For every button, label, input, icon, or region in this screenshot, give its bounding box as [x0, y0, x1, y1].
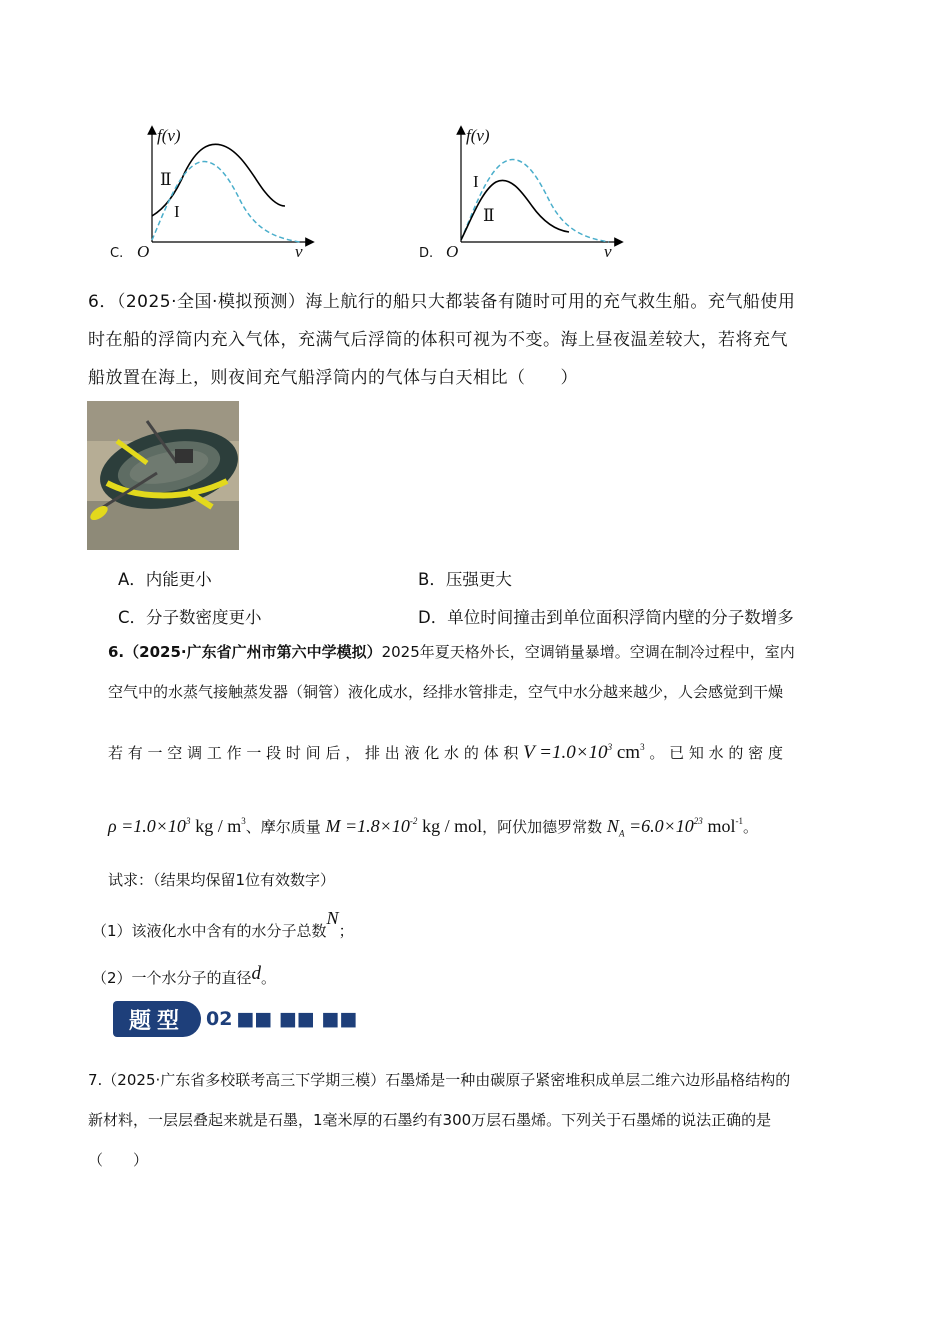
- q6b-volume-exp: 3: [607, 742, 613, 752]
- banner-badge-text: 题型: [128, 1008, 185, 1034]
- q6a-text: [88, 283, 868, 397]
- q6b-rho: [108, 816, 190, 836]
- section-banner: [113, 999, 357, 1039]
- q6b-sep1: 、摩尔质量: [245, 818, 321, 836]
- graph-d-curve-1: [461, 160, 609, 242]
- graph-d-origin: O: [446, 242, 459, 261]
- q7-line2: 新材料，一层层叠起来就是石墨，1毫米厚的石墨约有300万层石墨烯。下列关于石墨烯的说法正确的是: [88, 1111, 772, 1129]
- q6b-na: [606, 816, 703, 839]
- graph-c: [105, 120, 315, 265]
- q6a-line1: 6．（2025·全国·模拟预测）海上航行的船只大都装备有随时可用的充气救生船。充气船使用: [88, 292, 796, 312]
- q6a-option-b: B．压强更大: [418, 570, 512, 589]
- q6b-sep2: ，阿伏加德罗常数: [482, 818, 603, 836]
- q6b-na-sym: N: [606, 816, 619, 836]
- graph-c-xlabel: v: [295, 242, 303, 261]
- q6b-rho-unit-exp: 3: [241, 816, 246, 826]
- q6a-line2: 时在船的浮筒内充入气体，充满气后浮筒的体积可视为不变。海上昼夜温差较大，若将充气: [88, 330, 788, 350]
- graph-c-curve-label-1: I: [174, 202, 180, 221]
- q6b-volume-val: V =1.0×10: [523, 742, 608, 763]
- q6b-sub1: [92, 908, 354, 949]
- q6b-rho-unit-text: kg / m: [195, 816, 242, 836]
- q6b-mass: [326, 816, 418, 836]
- q6b-end: 。: [743, 818, 759, 836]
- graph-c-curve-2: [152, 144, 285, 216]
- graph-c-origin: O: [137, 242, 150, 261]
- q6b-line3-tail: 。 已 知 水 的 密 度: [649, 744, 783, 762]
- q7-text: [88, 1060, 878, 1180]
- q6b-line3: [108, 729, 878, 771]
- q6b-head: 6.（2025·广东省广州市第六中学模拟）: [108, 643, 382, 661]
- q6b-sub1-text: （1）该液化水中含有的水分子总数: [92, 922, 327, 940]
- q6b-line4: [108, 803, 898, 852]
- graph-c-curve-label-2: Ⅱ: [160, 170, 172, 189]
- graph-d-curve-label-1: I: [473, 172, 479, 191]
- q6b-sub1-var: N: [326, 908, 339, 928]
- q6a-option-c: C．分子数密度更小: [118, 608, 262, 627]
- graph-d: [414, 120, 624, 265]
- graph-c-option: C.: [110, 246, 124, 261]
- q6b-sub2-var: d: [251, 963, 262, 984]
- graph-d-ylabel: f(v): [466, 126, 490, 145]
- q6b-sub2: [92, 960, 276, 996]
- q6b-volume-unit: [617, 742, 645, 763]
- q6b-ask: 试求：（结果均保留1位有效数字）: [108, 871, 336, 889]
- q6b-rho-exp: 3: [185, 816, 191, 826]
- graph-d-option: D.: [419, 246, 434, 261]
- q6b-sub1-end: ；: [338, 922, 354, 940]
- graph-d-xlabel: v: [604, 242, 612, 261]
- q6b-line1: [108, 634, 878, 670]
- q6b-na-val: =6.0×10: [628, 816, 694, 836]
- q6b-sub2-end: 。: [261, 969, 277, 987]
- q6b-na-sub: A: [618, 828, 625, 839]
- q6a-line3: 船放置在海上，则夜间充气船浮筒内的气体与白天相比（ ）: [88, 368, 578, 388]
- banner-badge: [113, 1001, 201, 1037]
- q6b-mass-exp: -2: [409, 816, 418, 826]
- q6b-volume-unit-exp: 3: [640, 742, 645, 752]
- graph-d-curve-label-2: Ⅱ: [483, 206, 495, 225]
- q7-line3: （ ）: [88, 1151, 149, 1169]
- boat-photo-svg: [87, 401, 239, 550]
- q6b-na-exp: 23: [693, 816, 703, 826]
- q6b-volume: [523, 742, 612, 763]
- q6b-na-unit: [708, 816, 744, 836]
- q6b-line3-text: 若 有 一 空 调 工 作 一 段 时 间 后 ， 排 出 液 化 水 的 体 积: [108, 744, 519, 762]
- banner-num: 02: [206, 1008, 233, 1030]
- q6b-line1-text: 2025年夏天格外长，空调销量暴增。空调在制冷过程中，室内: [381, 643, 795, 661]
- q6a-option-a: A．内能更小: [118, 570, 212, 589]
- q6b-rho-unit: [195, 816, 246, 836]
- q6b-mass-unit: kg / mol: [422, 816, 483, 836]
- q6b-rho-val: ρ =1.0×10: [108, 816, 186, 836]
- q6b-line2: 空气中的水蒸气接触蒸发器（铜管）液化成水，经排水管排走，空气中水分越来越少，人会感觉到干燥: [108, 683, 784, 701]
- boat-photo: [87, 401, 239, 550]
- banner-rest: ■■ ■■ ■■: [236, 1008, 358, 1030]
- q6a-option-d: D．单位时间撞击到单位面积浮筒内壁的分子数增多: [418, 608, 794, 627]
- graph-c-ylabel: f(v): [157, 126, 181, 145]
- q6b-sub2-text: （2）一个水分子的直径: [92, 969, 252, 987]
- q6b-na-unit-text: mol: [707, 816, 736, 836]
- q6b-mass-val: M =1.8×10: [325, 816, 410, 836]
- q6b-na-unit-exp: -1: [735, 816, 744, 826]
- q7-line1: 7.（2025·广东省多校联考高三下学期三模）石墨烯是一种由碳原子紧密堆积成单层二维六边形晶格结构的: [88, 1071, 791, 1089]
- q6b-volume-unit-text: cm: [616, 742, 641, 763]
